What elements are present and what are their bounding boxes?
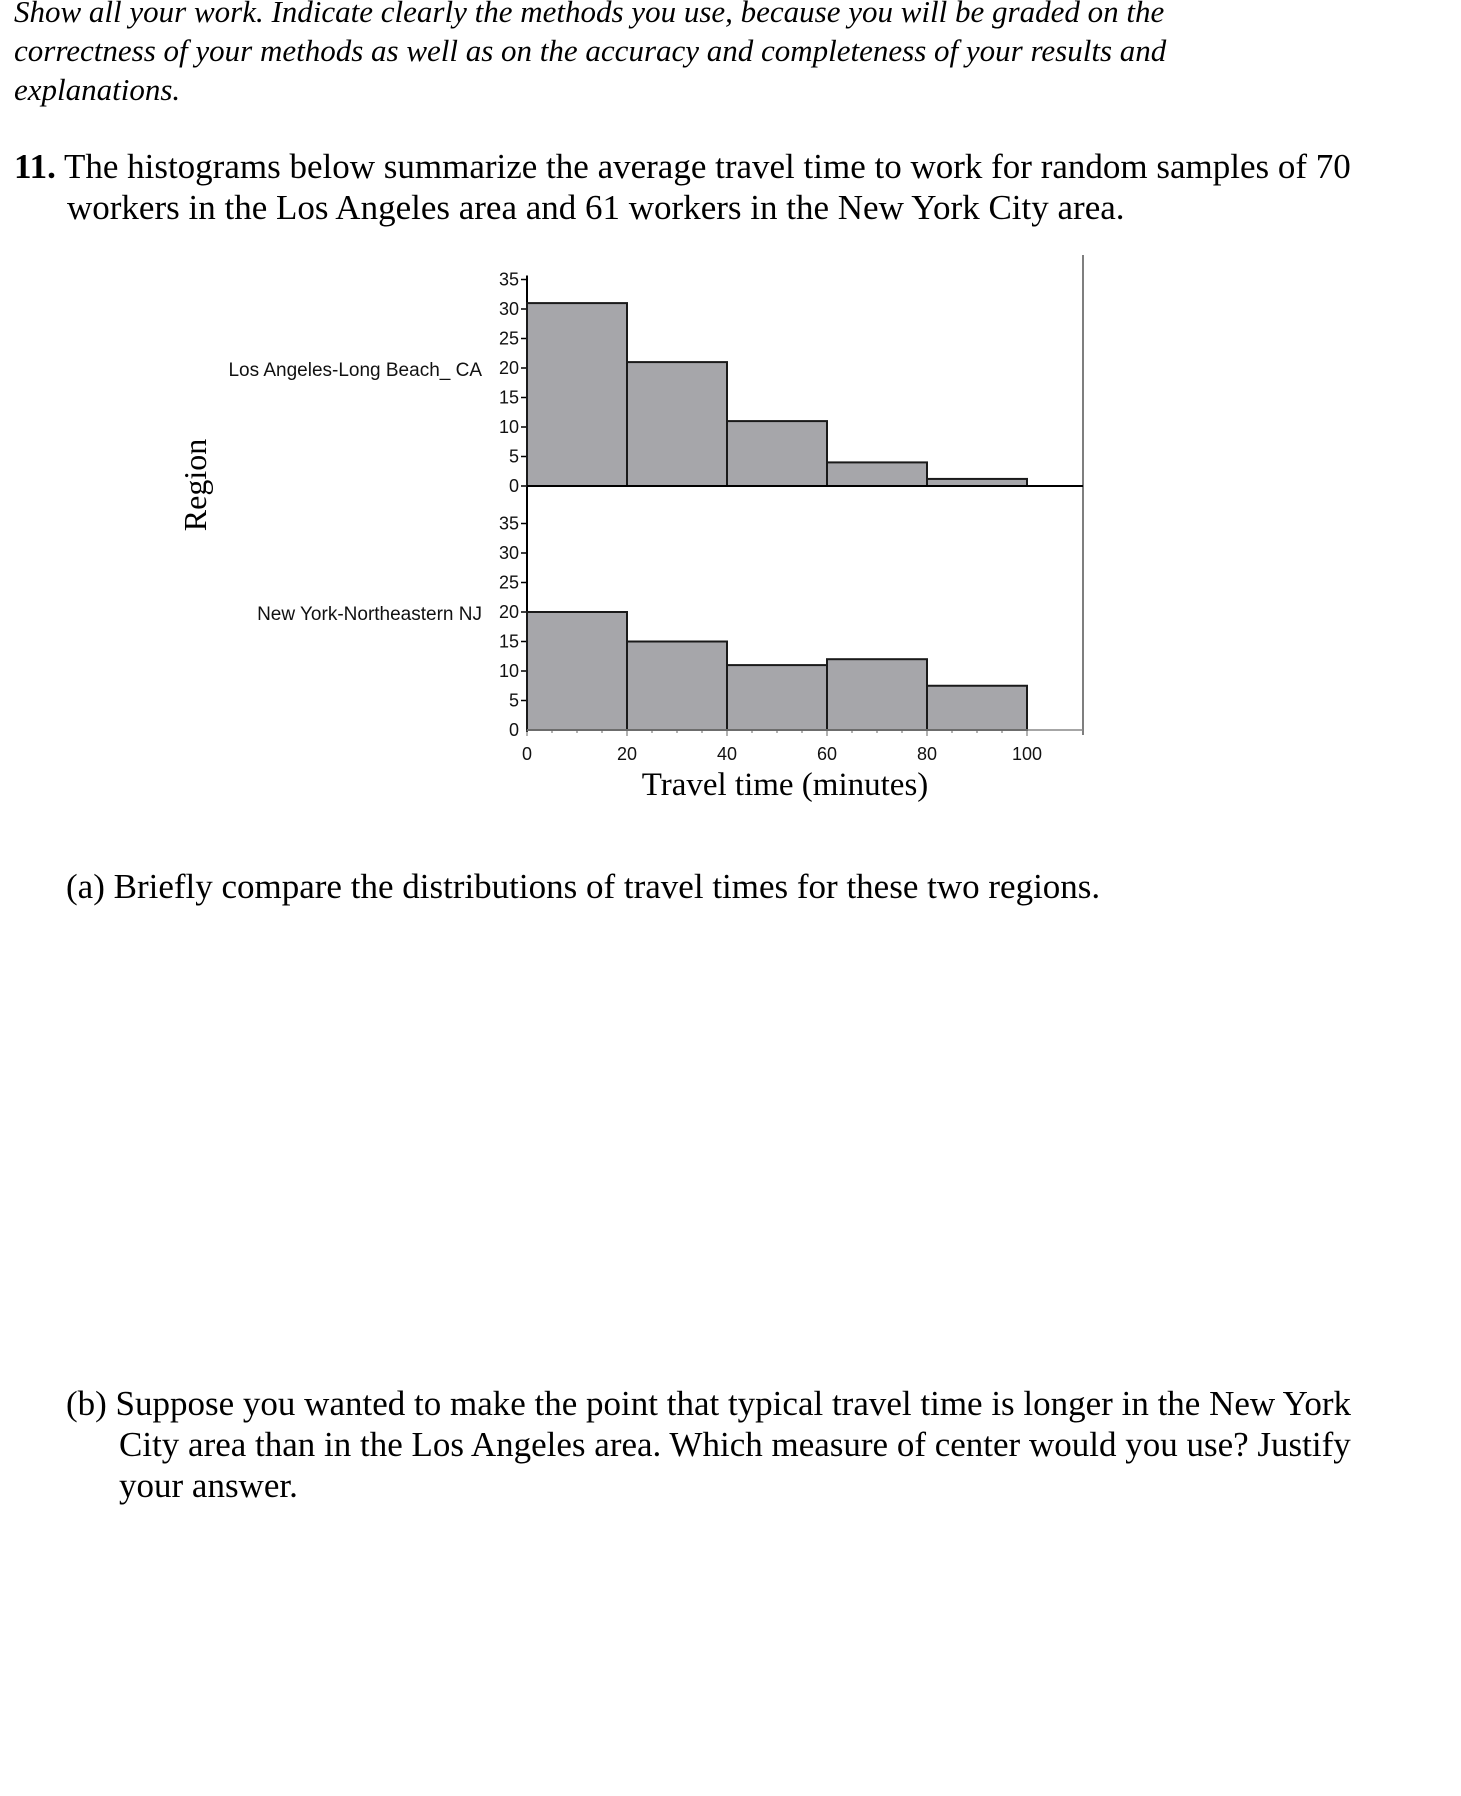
y-tick-label: 20 <box>498 602 519 622</box>
y-tick-label: 25 <box>498 328 519 349</box>
y-tick-label: 35 <box>498 513 519 534</box>
instructions-line-2: correctness of your methods as well as on the accuracy and completeness of your results and <box>14 33 1167 68</box>
y-tick-label: 30 <box>498 543 519 563</box>
panel-label: New York-Northeastern NJ <box>257 604 482 625</box>
part-a-prompt <box>66 866 1100 907</box>
histogram-bar <box>827 659 927 730</box>
x-axis-title: Travel time (minutes) <box>641 767 929 803</box>
y-tick-label: 0 <box>508 720 519 740</box>
question-line-2: workers in the Los Angeles area and 61 workers in the New York City area. <box>67 188 1125 227</box>
part-a-text: (a) Briefly compare the distributions of travel times for these two regions. <box>66 867 1101 906</box>
instructions-line-3: explanations. <box>14 72 181 107</box>
instructions-line-1: Show all your work. Indicate clearly the methods you use, because you will be graded on the <box>14 0 1165 29</box>
question-number: 11. <box>14 147 56 186</box>
y-tick-label: 15 <box>498 631 519 652</box>
part-b-line-3: your answer. <box>119 1466 298 1505</box>
histogram-bar <box>727 665 827 730</box>
x-tick-label: 100 <box>1011 744 1043 764</box>
histogram-figure <box>0 0 1461 820</box>
x-tick-label: 40 <box>716 744 738 764</box>
y-axis-title: Region <box>177 438 213 532</box>
x-tick-label: 20 <box>616 744 638 764</box>
panel-los-angeles <box>228 270 1083 497</box>
histogram-bar <box>527 303 627 486</box>
panel-new-york <box>257 514 1083 741</box>
part-b-line-2: City area than in the Los Angeles area. Which measure of center would you use? Justify <box>119 1425 1351 1464</box>
y-tick-label: 35 <box>498 269 519 290</box>
y-tick-label: 20 <box>498 358 519 378</box>
question-line-1: The histograms below summarize the average travel time to work for random samples of 70 <box>63 147 1351 186</box>
x-tick-label: 0 <box>521 744 533 764</box>
y-tick-label: 0 <box>508 476 519 496</box>
y-tick-label: 5 <box>508 690 519 711</box>
histogram-bar <box>627 362 727 486</box>
histogram-bar <box>727 421 827 486</box>
y-tick-label: 25 <box>498 572 519 593</box>
part-b-prompt <box>66 1383 1396 1506</box>
y-tick-label: 15 <box>498 387 519 408</box>
x-tick-label: 60 <box>816 744 838 764</box>
y-tick-label: 10 <box>498 661 519 681</box>
x-tick-label: 80 <box>916 744 938 764</box>
histogram-bar <box>927 686 1027 730</box>
y-tick-label: 10 <box>498 417 519 437</box>
part-b-line-1: (b) Suppose you wanted to make the point that typical travel time is longer in the New York <box>66 1384 1352 1423</box>
histogram-bar <box>827 462 927 486</box>
histogram-bar <box>627 642 727 731</box>
y-tick-label: 5 <box>508 446 519 467</box>
y-tick-label: 30 <box>498 299 519 319</box>
histogram-bar <box>927 479 1027 486</box>
panel-label: Los Angeles-Long Beach_ CA <box>228 360 482 381</box>
histogram-bar <box>527 612 627 730</box>
